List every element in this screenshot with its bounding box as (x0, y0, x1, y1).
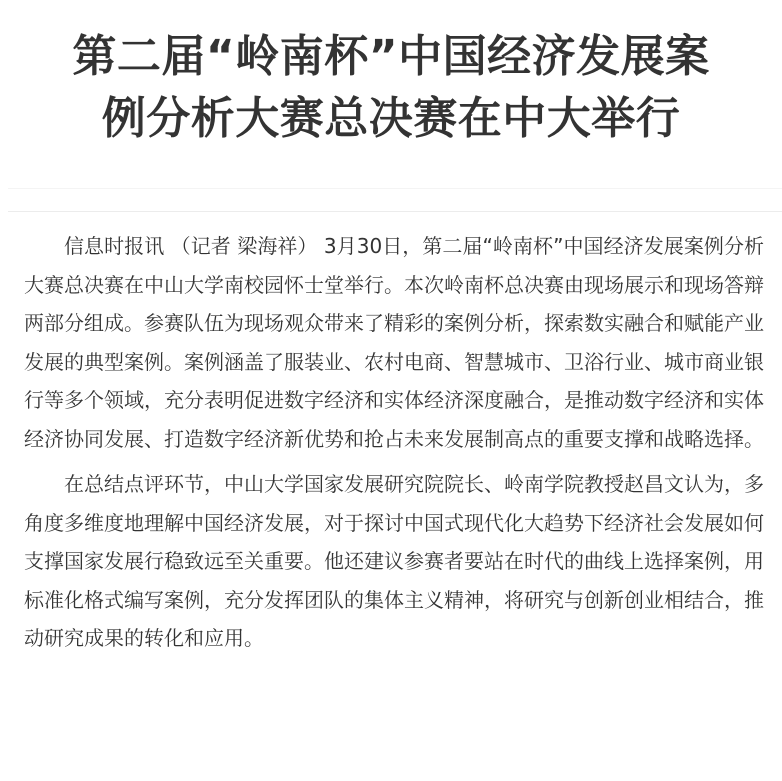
article-paragraph-1: 信息时报讯 （记者 梁海祥） 3月30日，第二届“岭南杯”中国经济发展案例分析大赛总决赛在中山大学南校园怀士堂举行。本次岭南杯总决赛由现场展示和现场答辩两部分组成。参赛队伍为现场观众带来了精彩的案例分析，探索数实融合和赋能产业发展的典型案例。案例涵盖了服装业、农村电商、智慧城市、卫浴行业、城市商业银行等多个领域，充分表明促进数字经济和实体经济深度融合，是推动数字经济和实体经济协同发展、打造数字经济新优势和抢占未来发展制高点的重要支撑和战略选择。 (24, 234, 764, 451)
article-title-line-1: 第二届“岭南杯”中国经济发展案 (72, 31, 710, 82)
article-body (24, 227, 764, 658)
title-separator (8, 188, 782, 189)
article-paragraph-2: 在总结点评环节，中山大学国家发展研究院院长、岭南学院教授赵昌文认为，多角度多维度地理解中国经济发展，对于探讨中国式现代化大趋势下经济社会发展如何支撑国家发展行稳致远至关重要。他还建议参赛者要站在时代的曲线上选择案例，用标准化格式编写案例，充分发挥团队的集体主义精神，将研究与创新创业相结合，推动研究成果的转化和应用。 (24, 472, 764, 650)
content-divider (8, 211, 782, 212)
article-title (0, 26, 782, 150)
article-title-line-2: 例分析大赛总决赛在中大举行 (101, 93, 681, 144)
